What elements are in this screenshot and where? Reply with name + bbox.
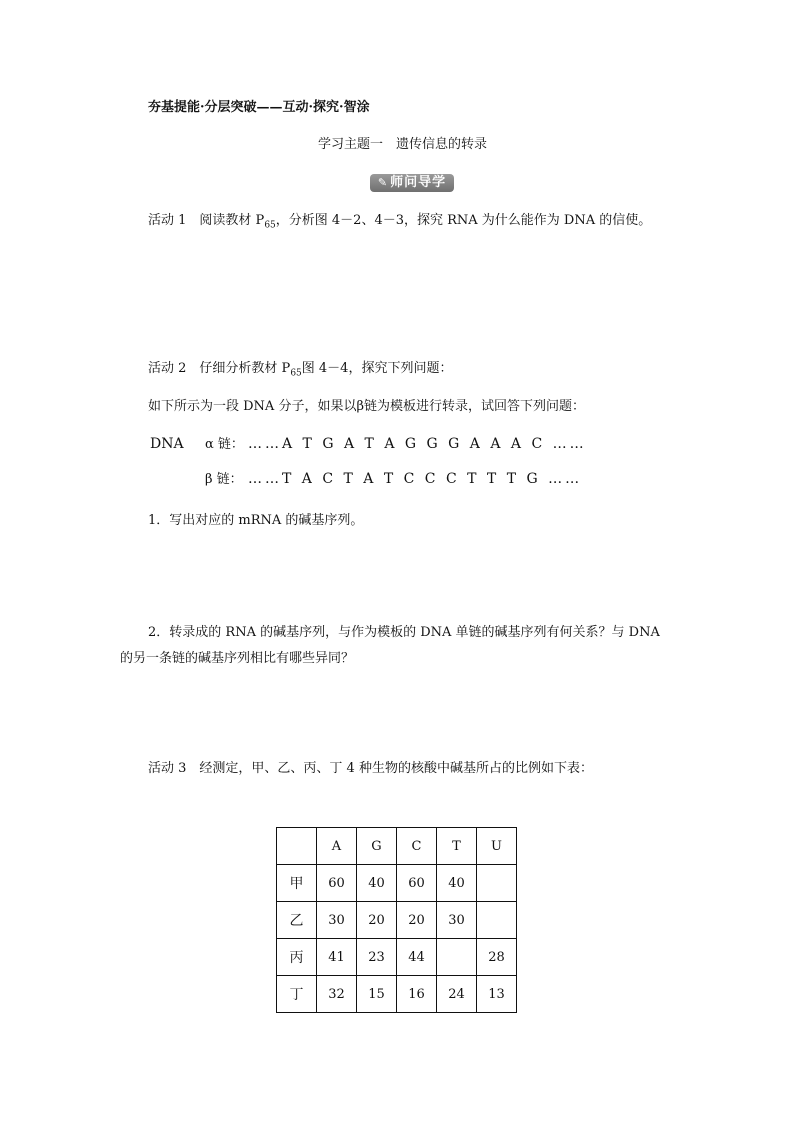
base-ratio-table: [276, 827, 517, 1013]
table-cell: 13: [477, 976, 517, 1013]
table-row: [277, 902, 517, 939]
question-1: 1．写出对应的 mRNA 的碱基序列。: [148, 513, 364, 528]
table-header-cell: [277, 828, 317, 865]
alpha-strand-label: α 链：: [205, 437, 244, 452]
table-cell: 32: [317, 976, 357, 1013]
activity-2-text-b: 图 4－4，探究下列问题：: [301, 361, 453, 376]
table-cell: 30: [437, 902, 477, 939]
table-header-cell: A: [317, 828, 357, 865]
table-header-cell: G: [357, 828, 397, 865]
table-row: [277, 976, 517, 1013]
activity-1-text-a: 阅读教材 P: [199, 213, 265, 228]
activity-2-page-sub: 65: [290, 368, 302, 379]
table-row: [277, 939, 517, 976]
beta-strand-label: β 链：: [205, 472, 243, 487]
table-cell: 28: [477, 939, 517, 976]
table-row-label: 甲: [277, 865, 317, 902]
table-cell: 16: [397, 976, 437, 1013]
table-row-label: 丁: [277, 976, 317, 1013]
table-cell: 20: [397, 902, 437, 939]
activity-2-text-a: 仔细分析教材 P: [199, 361, 291, 376]
table-cell: 20: [357, 902, 397, 939]
table-cell: 30: [317, 902, 357, 939]
section-header: 夯基提能·分层突破——互动·探究·智涂: [148, 100, 370, 115]
table-cell: 15: [357, 976, 397, 1013]
table-row: [277, 865, 517, 902]
activity-1-label: 活动 1: [148, 213, 187, 228]
beta-strand-sequence: ……T A C T A T C C C T T T G ……: [248, 471, 583, 487]
question-2-line-1: 2．转录成的 RNA 的碱基序列，与作为模板的 DNA 单链的碱基序列有何关系？与 DNA: [148, 625, 660, 640]
table-cell: 41: [317, 939, 357, 976]
table-cell: [437, 939, 477, 976]
table-cell: 40: [357, 865, 397, 902]
question-2-line-2: 的另一条链的碱基序列相比有哪些异同？: [120, 651, 355, 666]
table-header-row: [277, 828, 517, 865]
activity-3-text: 经测定，甲、乙、丙、丁 4 种生物的核酸中碱基所占的比例如下表：: [199, 761, 593, 776]
table-header-cell: U: [477, 828, 517, 865]
activity-2-label: 活动 2: [148, 361, 187, 376]
activity-1-page-sub: 65: [264, 220, 276, 231]
alpha-strand-sequence: ……A T G A T A G G G A A A C ……: [248, 436, 587, 452]
activity-3: [148, 760, 593, 778]
badge-label: 师问导学: [390, 175, 447, 190]
table-cell: 24: [437, 976, 477, 1013]
topic-title: 学习主题一 遗传信息的转录: [318, 137, 488, 152]
table-cell: 60: [397, 865, 437, 902]
question-icon: ✎: [377, 176, 389, 189]
table-row-label: 丙: [277, 939, 317, 976]
activity-3-label: 活动 3: [148, 761, 187, 776]
table-row-label: 乙: [277, 902, 317, 939]
activity-2: [148, 360, 452, 383]
table-cell: 23: [357, 939, 397, 976]
activity-2-intro: 如下所示为一段 DNA 分子，如果以β链为模板进行转录，试回答下列问题：: [148, 399, 585, 414]
dna-label: DNA: [150, 436, 184, 452]
teacher-guide-badge: [370, 174, 454, 192]
table-cell: 60: [317, 865, 357, 902]
table-cell: 44: [397, 939, 437, 976]
table-header-cell: C: [397, 828, 437, 865]
table-cell: 40: [437, 865, 477, 902]
activity-1: [148, 212, 651, 235]
table-header-cell: T: [437, 828, 477, 865]
activity-1-text-b: ，分析图 4－2、4－3，探究 RNA 为什么能作为 DNA 的信使。: [275, 213, 652, 228]
table-cell: [477, 902, 517, 939]
table-cell: [477, 865, 517, 902]
